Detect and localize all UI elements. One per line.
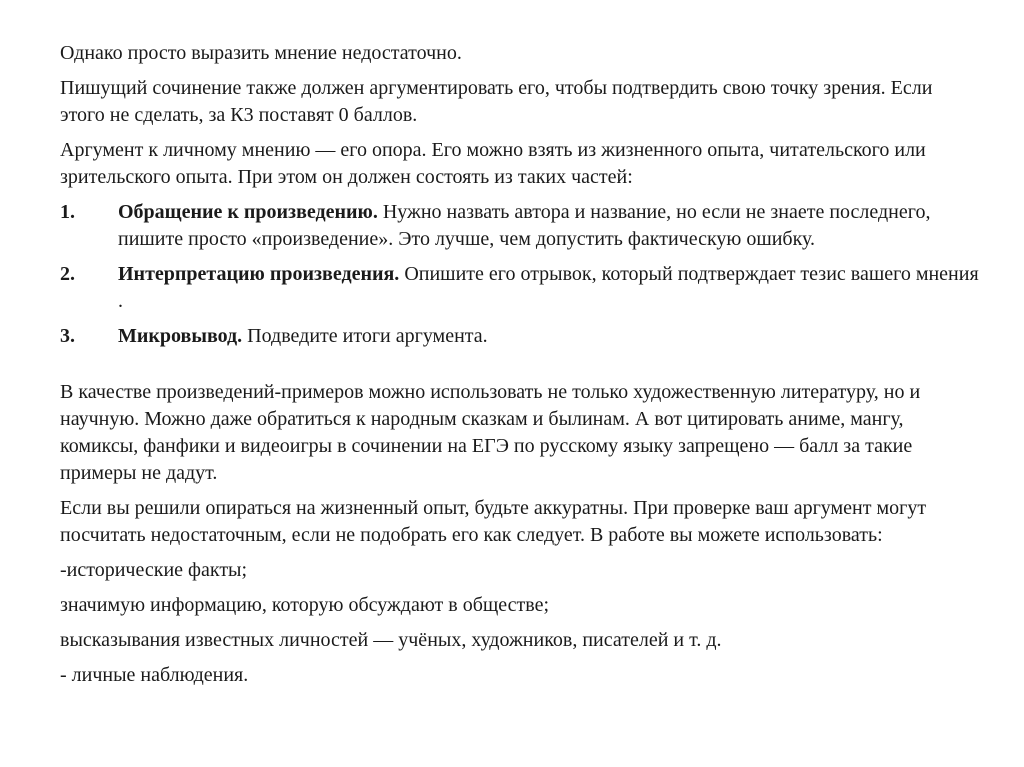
paragraph-spacer [60,358,980,379]
list-item-bold: Интерпретацию произведения. [118,263,400,285]
list-item-text: Опишите его отрывок, который подтверждает тезис вашего мнения . [118,263,979,312]
outro-item: высказывания известных личностей — учёных, художников, писателей и т. д. [60,629,722,651]
intro-paragraph-3: Аргумент к личному мнению — его опора. Его можно взять из жизненного опыта, читательского или зрительского опыта. При этом он должен состоять из таких частей: [60,139,926,188]
list-item-bold: Микровывод. [118,325,243,347]
outro-paragraph-1: В качестве произведений-примеров можно использовать не только художественную литературу, но и научную. Можно даже обратиться к народным сказкам и былинам. А вот цитировать аниме, мангу, комиксы, фанфики и видеоигры в сочинении на ЕГЭ по русскому языку запрещено — балл за такие примеры не дадут. [60,381,921,484]
outro-item: значимую информацию, которую обсуждают в обществе; [60,594,550,616]
outro-paragraph-2: Если вы решили опираться на жизненный опыт, будьте аккуратны. При проверке ваш аргумент могут посчитать недостаточным, если не подобрать его как следует. В работе вы можете использовать: [60,497,927,546]
list-item-text: Подведите итоги аргумента. [242,325,488,347]
list-item-body [118,323,980,350]
list-item [60,323,980,350]
list-item-body [118,261,980,315]
list-item-number: 2. [60,263,75,285]
list-item-bold: Обращение к произведению. [118,201,378,223]
outro-item: -исторические факты; [60,559,248,581]
list-item-number: 1. [60,201,75,223]
list-item-body [118,199,980,253]
list-item [60,199,980,253]
list-item-number: 3. [60,325,75,347]
list-item [60,261,980,315]
intro-paragraph-1: Однако просто выразить мнение недостаточно. [60,42,462,64]
argument-parts-list [60,199,980,350]
list-item-text: Нужно назвать автора и название, но если не знаете последнего, пишите просто «произведение». Это лучше, чем допустить фактическую ошибку. [118,201,931,250]
slide-content [60,40,980,697]
intro-paragraph-2: Пишущий сочинение также должен аргументировать его, чтобы подтвердить свою точку зрения. Если этого не сделать, за К3 поставят 0 баллов. [60,77,933,126]
outro-item: - личные наблюдения. [60,664,249,686]
